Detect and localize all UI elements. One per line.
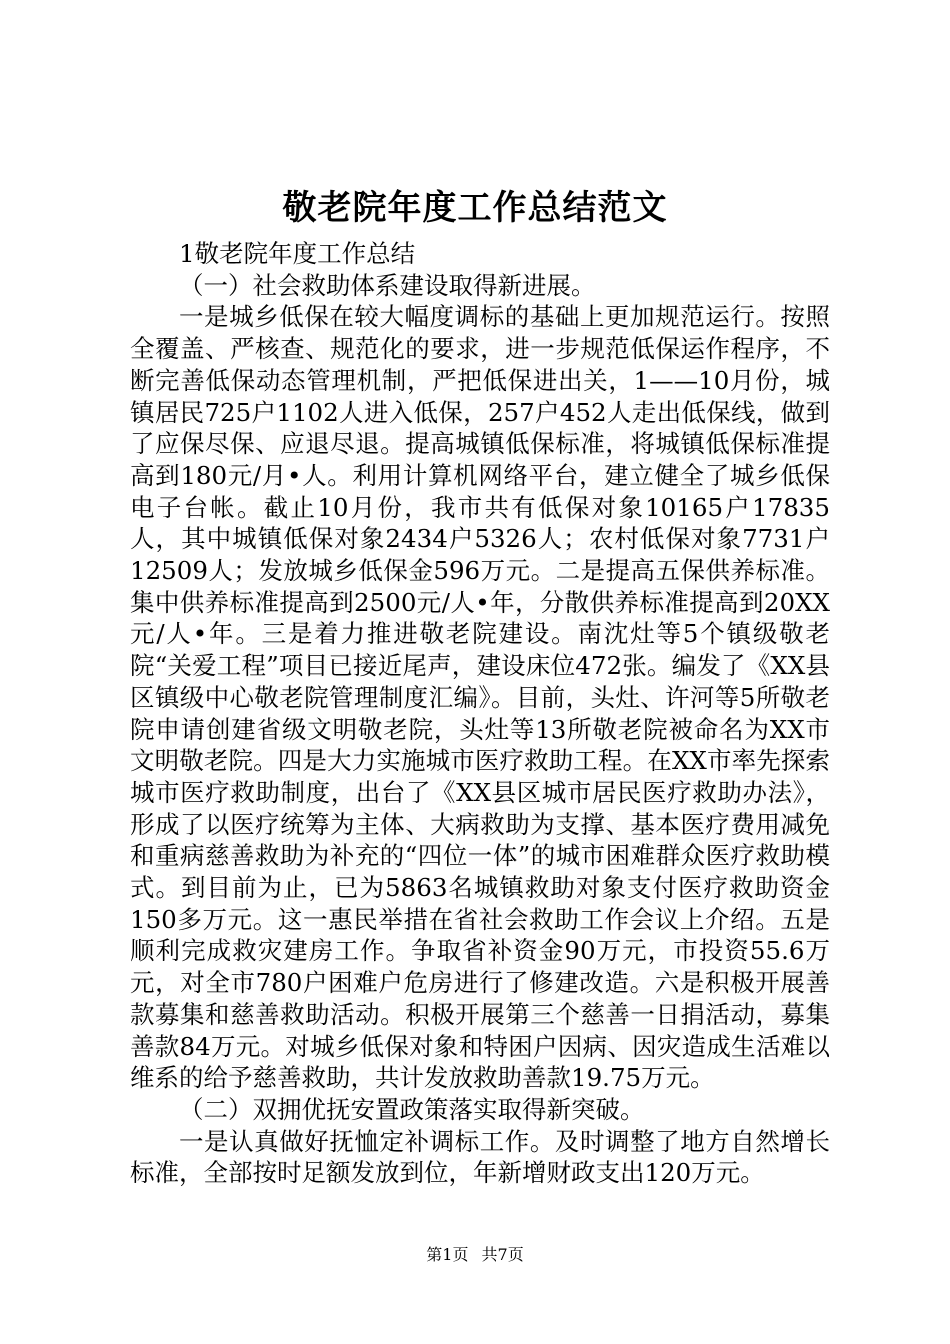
page-number-current: 第1页 [426,1245,469,1264]
document-body [130,238,830,1189]
document-title: 敬老院年度工作总结范文 [282,188,668,228]
paragraph-subheading-1: （一）社会救助体系建设取得新进展。 [179,270,596,300]
paragraph-section-title: 1敬老院年度工作总结 [179,239,416,268]
paragraph-subheading-2: （二）双拥优抚安置政策落实取得新突破。 [179,1094,645,1124]
page-footer [0,1244,950,1266]
page-number-total: 共7页 [481,1245,524,1264]
paragraph-body-2: 一是认真做好抚恤定补调标工作。及时调整了地方自然增长标准，全部按时足额发放到位，年新增财政支出120万元。 [130,1126,830,1188]
paragraph-body-1: 一是城乡低保在较大幅度调标的基础上更加规范运行。按照全覆盖、严核查、规范化的要求，进一步规范低保运作程序，不断完善低保动态管理机制，严把低保进出关，1——10月份，城镇居民725户1102人进入低保，257户452人走出低保线，做到了应保尽保、应退尽退。提高城镇低保标准，将城镇低保标准提高到180元/月•人。利用计算机网络平台，建立健全了城乡低保电子台帐。截止10月份，我市共有低保对象10165户17835人，其中城镇低保对象2434户5326人；农村低保对象7731户12509人；发放城乡低保金596万元。二是提高五保供养标准。集中供养标准提高到2500元/人•年，分散供养标准提高到20XX元/人•年。三是着力推进敬老院建设。南沈灶等5个镇级敬老院“关爱工程”项目已接近尾声，建设床位472张。编发了《XX县区镇级中心敬老院管理制度汇编》。目前，头灶、许河等5所敬老院申请创建省级文明敬老院，头灶等13所敬老院被命名为XX市文明敬老院。四是大力实施城市医疗救助工程。在XX市率先探索城市医疗救助制度，出台了《XX县区城市居民医疗救助办法》，形成了以医疗统筹为主体、大病救助为支撑、基本医疗费用减免和重病慈善救助为补充的“四位一体”的城市困难群众医疗救助模式。到目前为止，已为5863名城镇救助对象支付医疗救助资金150多万元。这一惠民举措在省社会救助工作会议上介绍。五是顺利完成救灾建房工作。争取省补资金90万元，市投资55.6万元，对全市780户困难户危房进行了修建改造。六是积极开展善款募集和慈善救助活动。积极开展第三个慈善一日捐活动，募集善款84万元。对城乡低保对象和特困户因病、因灾造成生活难以维系的给予慈善救助，共计发放救助善款19.75万元。 [130,302,830,1093]
